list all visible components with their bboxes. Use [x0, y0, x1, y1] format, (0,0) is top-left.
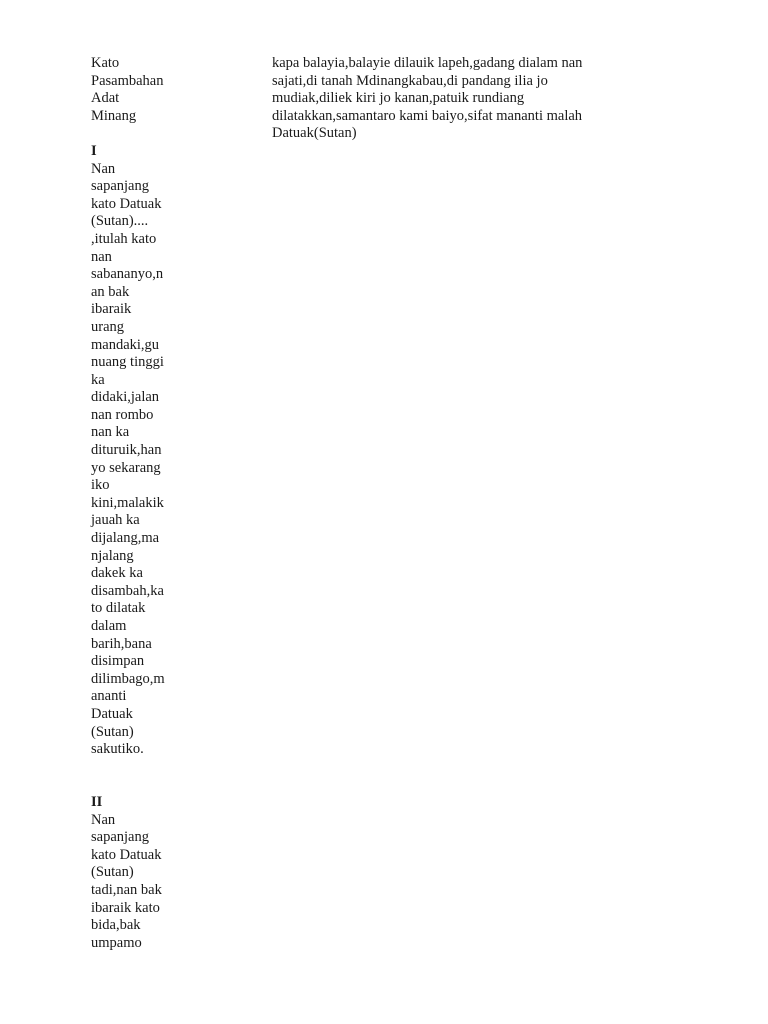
text-line: kato Datuak [91, 846, 162, 863]
text-line: mandaki,gu [91, 336, 160, 353]
text-line: ibaraik kato [91, 899, 160, 916]
text-line: Datuak [91, 705, 133, 722]
title-line: Pasambahan [91, 72, 164, 89]
text-line: dalam [91, 618, 127, 634]
text-line: to dilatak [91, 600, 146, 617]
right-column [272, 55, 662, 143]
text-line: ibaraik [91, 301, 132, 318]
section-1-body [91, 161, 187, 759]
section-2 [91, 794, 187, 952]
text-line: ,itulah kato [91, 230, 157, 247]
text-line: dijalang,ma [91, 530, 160, 547]
text-line: nan rombo [91, 406, 154, 423]
right-column-body [272, 55, 662, 143]
text-line: ananti [91, 688, 127, 705]
section-1 [91, 143, 187, 759]
text-line: sapanjang [91, 829, 149, 846]
text-line: barih,bana [91, 635, 152, 652]
text-line: kini,malakik [91, 494, 164, 511]
text-line: (Sutan).... [91, 213, 149, 230]
section-2-heading: II [91, 793, 103, 810]
title-line: Minang [91, 107, 137, 124]
text-line: kato Datuak [91, 195, 162, 212]
document-title [91, 55, 187, 125]
spacer [91, 776, 187, 794]
section-2-body [91, 812, 187, 953]
section-1-heading: I [91, 142, 97, 159]
text-line: urang [91, 318, 125, 335]
title-line: Adat [91, 90, 120, 107]
text-line: sapanjang [91, 178, 149, 195]
text-line: dakek ka [91, 565, 143, 582]
text-line: kapa balayia,balayie dilauik lapeh,gadang dialam nan [272, 55, 583, 71]
text-line: (Sutan) [91, 864, 134, 881]
text-line: dilimbago,m [91, 670, 165, 687]
text-line: an bak [91, 283, 130, 300]
text-line: bida,bak [91, 917, 141, 934]
text-line: Datuak(Sutan) [272, 125, 357, 142]
text-line: yo sekarang [91, 459, 161, 476]
text-line: sabananyo,n [91, 266, 164, 283]
text-line: umpamo [91, 934, 142, 951]
text-line: sajati,di tanah Mdinangkabau,di pandang ilia jo [272, 72, 548, 89]
text-line: Nan [91, 160, 116, 177]
text-line: iko [91, 477, 110, 494]
text-line: dilatakkan,samantaro kami baiyo,sifat mananti malah [272, 107, 583, 124]
text-line: Nan [91, 811, 116, 828]
text-line: sakutiko. [91, 741, 144, 758]
spacer [91, 759, 187, 777]
text-line: tadi,nan bak [91, 881, 162, 898]
title-line: Kato [91, 55, 120, 71]
spacer [91, 125, 187, 143]
text-line: nan [91, 248, 112, 265]
text-line: nan ka [91, 424, 130, 441]
text-line: disimpan [91, 653, 145, 670]
text-line: ka [91, 371, 105, 388]
text-line: nuang tinggi [91, 354, 164, 371]
text-line: dituruik,han [91, 442, 162, 459]
text-line: mudiak,diliek kiri jo kanan,patuik rundiang [272, 90, 525, 107]
text-line: disambah,ka [91, 582, 164, 599]
text-line: (Sutan) [91, 723, 134, 740]
text-line: njalang [91, 547, 134, 564]
text-line: jauah ka [91, 512, 140, 529]
text-line: didaki,jalan [91, 389, 160, 406]
left-column [91, 55, 187, 952]
